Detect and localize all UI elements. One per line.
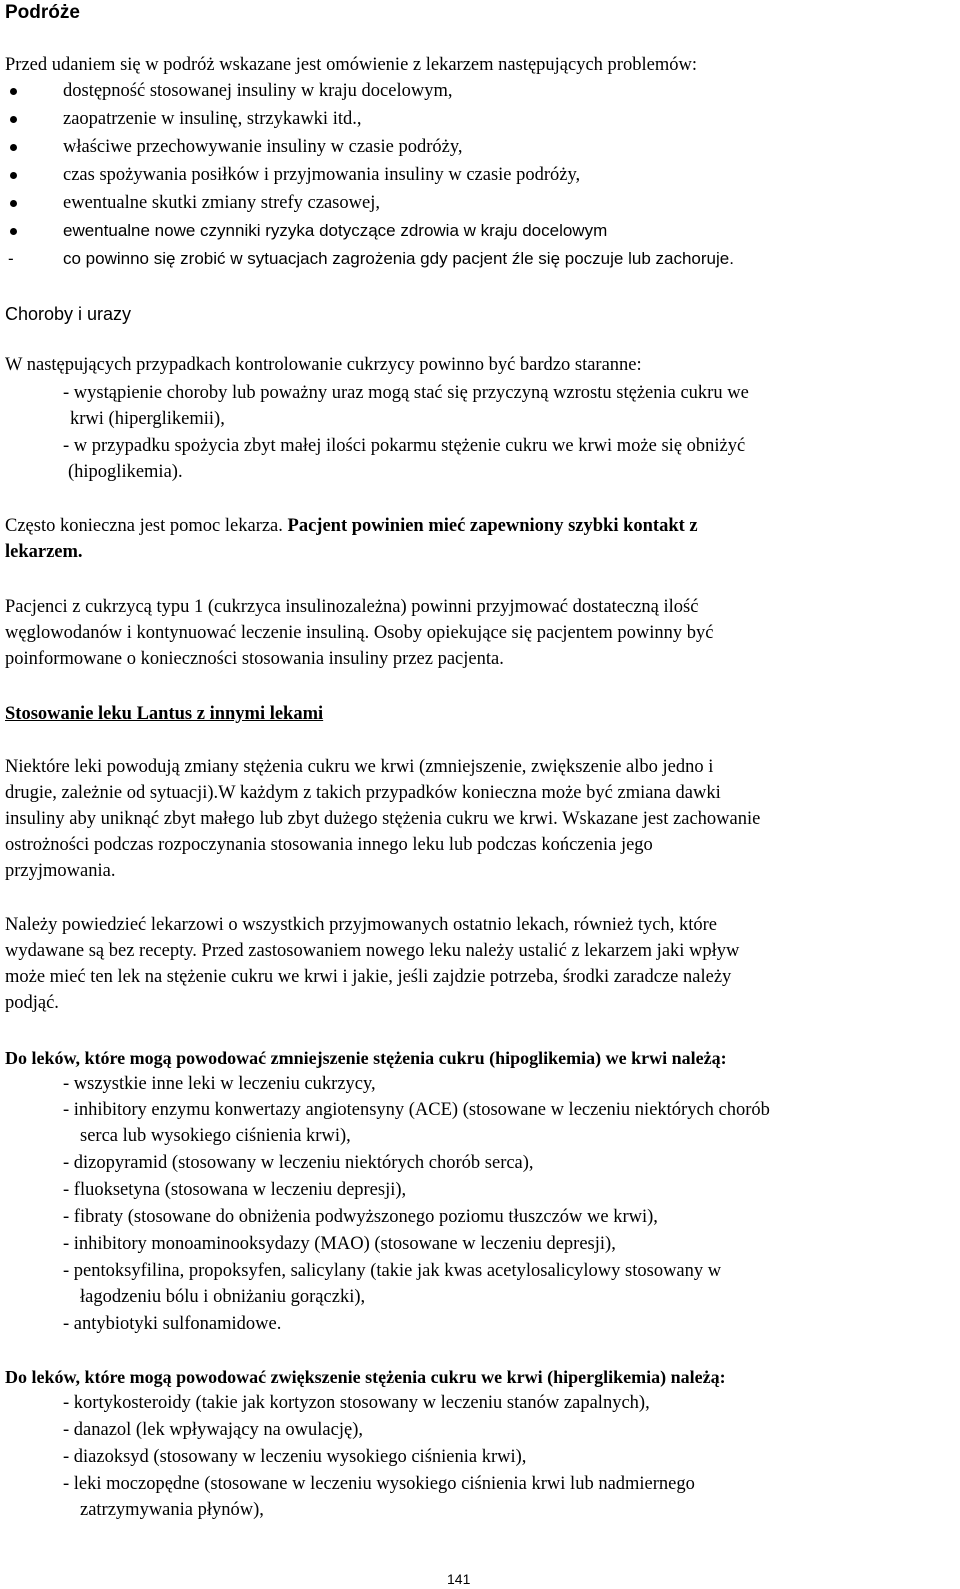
list-item-continuation: (hipoglikemia). <box>68 462 183 482</box>
hyper-heading: Do leków, które mogą powodować zwiększenie stężenia cukru we krwi (hiperglikemia) należą: <box>5 1367 726 1387</box>
list-item: - wszystkie inne leki w leczeniu cukrzycy, <box>63 1074 376 1094</box>
travel-intro: Przed udaniem się w podróż wskazane jest omówienie z lekarzem następujących problemów: <box>5 55 697 75</box>
paragraph-line: Należy powiedzieć lekarzowi o wszystkich przyjmowanych ostatnio lekach, również tych, które <box>5 915 717 935</box>
bullet-dot-icon <box>10 200 17 207</box>
paragraph-line: przyjmowania. <box>5 861 116 881</box>
bullet-dot-icon <box>10 228 17 235</box>
paragraph-line: drugie, zależnie od sytuacji).W każdym z takich przypadków konieczna może być zmiana dawki <box>5 783 721 803</box>
paragraph-line: może mieć ten lek na stężenie cukru we krwi i jakie, jeśli zajdzie potrzeba, środki zaradcze należy <box>5 967 732 987</box>
hypo-heading: Do leków, które mogą powodować zmniejszenie stężenia cukru (hipoglikemia) we krwi należą: <box>5 1048 727 1068</box>
list-item: - pentoksyfilina, propoksyfen, salicylany (takie jak kwas acetylosalicylowy stosowany w <box>63 1261 722 1281</box>
help-note-emphasis-cont: lekarzem. <box>5 542 83 562</box>
paragraph-line: wydawane są bez recepty. Przed zastosowaniem nowego leku należy ustalić z lekarzem jaki wpływ <box>5 941 740 961</box>
illness-intro: W następujących przypadkach kontrolowanie cukrzycy powinno być bardzo staranne: <box>5 355 642 375</box>
paragraph-line: poinformowane o konieczności stosowania insuliny przez pacjenta. <box>5 649 504 669</box>
bullet-dot-icon <box>10 172 17 179</box>
list-item: - inhibitory monoaminooksydazy (MAO) (stosowane w leczeniu depresji), <box>63 1234 616 1254</box>
list-item-continuation: łagodzeniu bólu i obniżaniu gorączki), <box>80 1287 366 1307</box>
list-item: - fibraty (stosowane do obniżenia podwyższonego poziomu tłuszczów we krwi), <box>63 1207 658 1227</box>
list-item: ewentualne nowe czynniki ryzyka dotyczące zdrowia w kraju docelowym <box>63 221 608 240</box>
help-note-emphasis: Pacjent powinien mieć zapewniony szybki kontakt z <box>287 516 698 536</box>
paragraph-line: węglowodanów i kontynuować leczenie insuliną. Osoby opiekujące się pacjentem powinny być <box>5 623 714 643</box>
bullet-dot-icon <box>10 144 17 151</box>
list-item: - inhibitory enzymu konwertazy angiotensyny (ACE) (stosowane w leczeniu niektórych chorób <box>63 1100 770 1120</box>
paragraph-line: insuliny aby uniknąć zbyt małego lub zbyt dużego stężenia cukru we krwi. Wskazane jest zachowanie <box>5 809 761 829</box>
list-item: dostępność stosowanej insuliny w kraju docelowym, <box>63 81 453 101</box>
page-number: 141 <box>447 1571 471 1587</box>
list-item-continuation: serca lub wysokiego ciśnienia krwi), <box>80 1126 351 1146</box>
bullet-dot-icon <box>10 116 17 123</box>
section-title-travel: Podróże <box>5 2 80 23</box>
paragraph-line: Niektóre leki powodują zmiany stężenia cukru we krwi (zmniejszenie, zwiększenie albo jedno i <box>5 757 714 777</box>
help-note <box>5 513 698 539</box>
bullet-dot-icon <box>10 88 17 95</box>
list-item: - diazoksyd (stosowany w leczeniu wysokiego ciśnienia krwi), <box>63 1447 527 1467</box>
list-item: - fluoksetyna (stosowana w leczeniu depresji), <box>63 1180 407 1200</box>
list-item: czas spożywania posiłków i przyjmowania insuliny w czasie podróży, <box>63 165 581 185</box>
list-item-continuation: krwi (hiperglikemii), <box>70 409 225 429</box>
list-item: - danazol (lek wpływający na owulację), <box>63 1420 363 1440</box>
list-item: właściwe przechowywanie insuliny w czasie podróży, <box>63 137 463 157</box>
paragraph-line: ostrożności podczas rozpoczynania stosowania innego leku lub podczas kończenia jego <box>5 835 653 855</box>
list-item-continuation: zatrzymywania płynów), <box>80 1500 264 1520</box>
list-item: - dizopyramid (stosowany w leczeniu niektórych chorób serca), <box>63 1153 534 1173</box>
help-note-plain: Często konieczna jest pomoc lekarza. <box>5 516 288 536</box>
dash-marker: - <box>8 249 14 268</box>
section-title-illness: Choroby i urazy <box>5 304 132 324</box>
list-item: - antybiotyki sulfonamidowe. <box>63 1314 282 1334</box>
paragraph-line: podjąć. <box>5 993 59 1013</box>
section-title-interactions: Stosowanie leku Lantus z innymi lekami <box>5 704 324 724</box>
list-item: ewentualne skutki zmiany strefy czasowej, <box>63 193 380 213</box>
paragraph-line: Pacjenci z cukrzycą typu 1 (cukrzyca insulinozależna) powinni przyjmować dostateczną ilość <box>5 597 699 617</box>
list-item: - w przypadku spożycia zbyt małej ilości pokarmu stężenie cukru we krwi może się obniżyć <box>63 436 746 456</box>
list-item: - kortykosteroidy (takie jak kortyzon stosowany w leczeniu stanów zapalnych), <box>63 1393 650 1413</box>
list-item: zaopatrzenie w insulinę, strzykawki itd., <box>63 109 362 129</box>
list-item: - leki moczopędne (stosowane w leczeniu wysokiego ciśnienia krwi lub nadmiernego <box>63 1474 695 1494</box>
list-item: - wystąpienie choroby lub poważny uraz mogą stać się przyczyną wzrostu stężenia cukru we <box>63 383 749 403</box>
list-item: co powinno się zrobić w sytuacjach zagrożenia gdy pacjent źle się poczuje lub zachoruje. <box>63 249 734 268</box>
